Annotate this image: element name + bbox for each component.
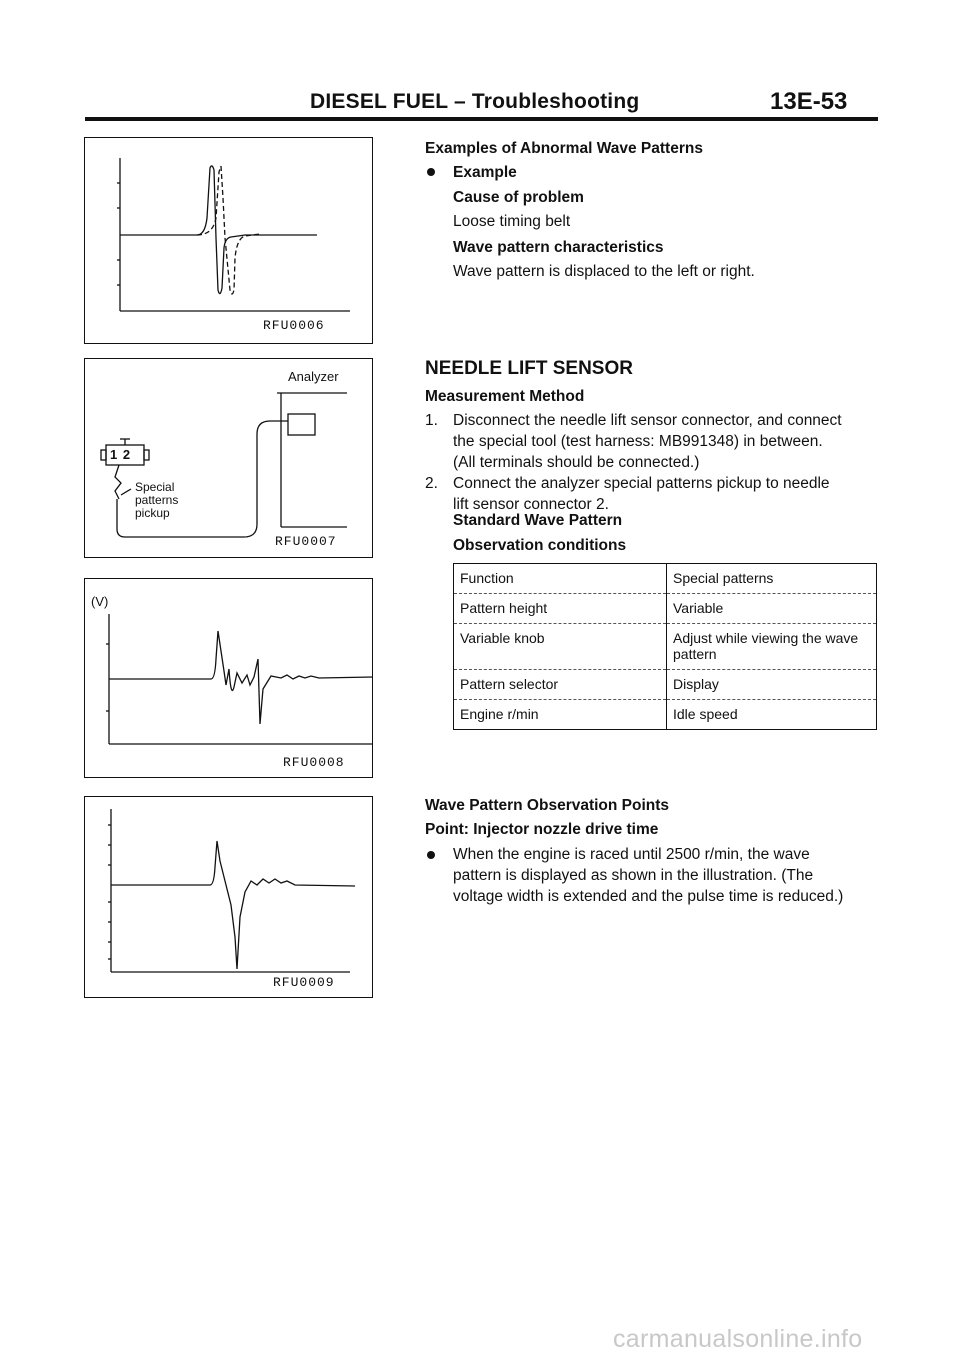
connector-pin-label: 1 2 <box>110 447 132 462</box>
figure-code: RFU0006 <box>263 318 325 333</box>
step-line: the special tool (test harness: MB991348) in between. <box>453 433 823 450</box>
figure-code: RFU0008 <box>283 755 345 770</box>
raced-wave-plot <box>85 797 374 999</box>
section-title: NEEDLE LIFT SENSOR <box>425 358 633 379</box>
condition-value: Special patterns <box>667 564 877 594</box>
measurement-method-heading: Measurement Method <box>425 388 585 405</box>
bullet <box>427 168 435 176</box>
figure-code: RFU0007 <box>275 534 337 549</box>
observation-conditions-heading: Observation conditions <box>453 537 627 554</box>
point-line: pattern is displayed as shown in the illustration. (The <box>453 867 814 884</box>
step-line: Disconnect the needle lift sensor connector, and connect <box>453 412 842 429</box>
header-rule <box>85 117 878 121</box>
step-line: Connect the analyzer special patterns pickup to needle <box>453 475 830 492</box>
cause-text: Loose timing belt <box>453 213 571 230</box>
characteristics-text: Wave pattern is displaced to the left or right. <box>453 263 755 280</box>
figure-standard-wave <box>84 578 373 778</box>
table-row <box>454 564 877 594</box>
cause-heading: Cause of problem <box>453 189 584 206</box>
page-number: 13E-53 <box>770 88 848 115</box>
voltage-axis-label: (V) <box>91 594 109 609</box>
figure-analyzer-connection <box>84 358 373 558</box>
bullet <box>427 851 435 859</box>
pickup-label-line-2: patterns <box>135 493 179 507</box>
condition-value: Adjust while viewing the wave pattern <box>667 624 877 670</box>
condition-item: Engine r/min <box>454 700 667 730</box>
condition-value: Display <box>667 670 877 700</box>
watermark-text: carmanualsonline.info <box>613 1325 863 1353</box>
table-row <box>454 624 877 670</box>
observation-points-heading: Wave Pattern Observation Points <box>425 797 670 814</box>
step-number: 2. <box>425 475 438 492</box>
pickup-label-line-1: Special <box>135 480 175 494</box>
point-heading: Point: Injector nozzle drive time <box>425 821 659 838</box>
table-row <box>454 670 877 700</box>
table-row <box>454 594 877 624</box>
displaced-wave-plot <box>85 138 374 345</box>
abnormal-patterns-heading: Examples of Abnormal Wave Patterns <box>425 140 703 157</box>
condition-value: Variable <box>667 594 877 624</box>
step-line: (All terminals should be connected.) <box>453 454 700 471</box>
pickup-label-line-3: pickup <box>135 506 170 520</box>
observation-conditions-table <box>453 563 877 730</box>
figure-code: RFU0009 <box>273 975 335 990</box>
figure-displaced-wave <box>84 137 373 344</box>
condition-item: Variable knob <box>454 624 667 670</box>
table-row <box>454 700 877 730</box>
step-number: 1. <box>425 412 438 429</box>
standard-wave-plot <box>85 579 374 779</box>
condition-item: Pattern selector <box>454 670 667 700</box>
figure-raced-wave <box>84 796 373 998</box>
analyzer-label: Analyzer <box>288 369 339 384</box>
condition-value: Idle speed <box>667 700 877 730</box>
condition-item: Pattern height <box>454 594 667 624</box>
point-line: voltage width is extended and the pulse time is reduced.) <box>453 888 844 905</box>
step-line: lift sensor connector 2. <box>453 496 609 513</box>
condition-item: Function <box>460 570 514 586</box>
characteristics-heading: Wave pattern characteristics <box>453 239 664 256</box>
standard-wave-heading: Standard Wave Pattern <box>453 512 623 529</box>
page-title: DIESEL FUEL – Troubleshooting <box>310 90 640 113</box>
point-line: When the engine is raced until 2500 r/min, the wave <box>453 846 810 863</box>
example-label: Example <box>453 164 517 181</box>
